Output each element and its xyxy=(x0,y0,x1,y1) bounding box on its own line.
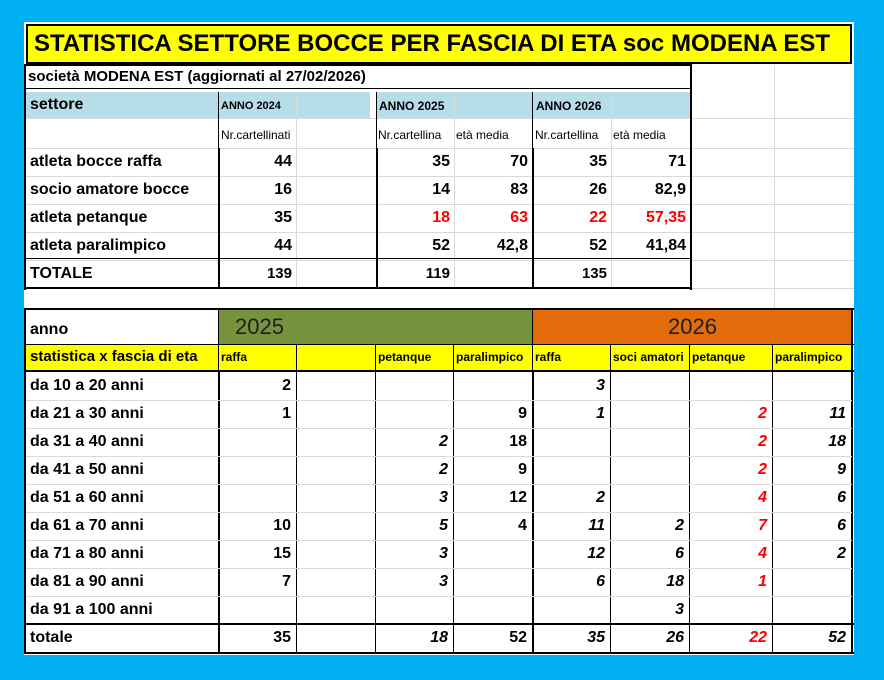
sector-header: settore xyxy=(26,92,218,118)
table-cell: 3 xyxy=(439,545,448,562)
column-header: soci amatori xyxy=(611,344,690,370)
column-header: paralimpico xyxy=(454,344,533,370)
age-range-label: da 91 a 100 anni xyxy=(30,601,153,618)
table-cell xyxy=(454,372,533,400)
table-cell xyxy=(611,484,690,512)
table-cell: 35 xyxy=(587,629,605,646)
table-cell: 4 xyxy=(518,517,527,534)
table-cell: 12 xyxy=(509,489,527,506)
age-range-label: da 71 a 80 anni xyxy=(30,545,144,562)
value-2026-count: 26 xyxy=(589,181,607,198)
table-cell xyxy=(533,428,611,456)
table-cell xyxy=(297,428,376,456)
column-header xyxy=(297,344,376,370)
table-cell: 52 xyxy=(828,629,846,646)
value-2026-count: 35 xyxy=(589,153,607,170)
table-cell: 2 xyxy=(675,517,684,534)
table-cell xyxy=(376,596,454,624)
table-cell xyxy=(533,596,611,624)
year-header-2024: ANNO 2024 xyxy=(221,100,281,112)
table-cell: 2 xyxy=(758,461,767,478)
page-title: STATISTICA SETTORE BOCCE PER FASCIA DI ETA soc MODENA EST xyxy=(26,24,852,64)
table-cell xyxy=(611,428,690,456)
table-cell: 5 xyxy=(439,517,448,534)
table-cell: 18 xyxy=(828,433,846,450)
table-cell: 6 xyxy=(837,517,846,534)
table-cell: 2 xyxy=(758,433,767,450)
table-cell xyxy=(690,372,773,400)
age-range-label: da 51 a 60 anni xyxy=(30,489,144,506)
subheader-2025-cards: Nr.cartellina xyxy=(378,128,442,142)
age-range-label: da 61 a 70 anni xyxy=(30,517,144,534)
subheader-2025-age: età media xyxy=(456,128,509,142)
value-2025-age: 42,8 xyxy=(496,237,528,254)
value-2025-count: 14 xyxy=(432,181,450,198)
row-label: atleta bocce raffa xyxy=(30,153,162,170)
table-cell: 1 xyxy=(282,405,291,422)
value-2024: 35 xyxy=(274,209,292,226)
total-label: TOTALE xyxy=(30,265,93,282)
table-cell xyxy=(611,400,690,428)
value-2026-age: 82,9 xyxy=(654,181,686,198)
total-2025: 119 xyxy=(425,265,450,282)
value-2025-age: 70 xyxy=(510,153,528,170)
year-2025-header: 2025 xyxy=(219,310,532,344)
table-cell: 1 xyxy=(596,405,605,422)
table-cell xyxy=(219,484,297,512)
row-label: atleta paralimpico xyxy=(30,237,167,254)
table-cell xyxy=(376,372,454,400)
table-cell: 22 xyxy=(749,629,767,646)
value-2025-count: 18 xyxy=(432,209,450,226)
value-2025-age: 63 xyxy=(510,209,528,226)
table-cell: 12 xyxy=(587,545,605,562)
table-cell: 6 xyxy=(837,489,846,506)
table-cell xyxy=(297,372,376,400)
table-cell: 1 xyxy=(758,573,767,590)
total-label: totale xyxy=(30,629,73,646)
year-header-2026: ANNO 2026 xyxy=(536,99,602,113)
age-range-label: da 41 a 50 anni xyxy=(30,461,144,478)
column-header: raffa xyxy=(533,344,611,370)
value-2026-age: 71 xyxy=(668,153,686,170)
table-cell: 10 xyxy=(273,517,291,534)
table-cell: 4 xyxy=(758,489,767,506)
table-cell: 2 xyxy=(282,377,291,394)
table-cell xyxy=(690,596,773,624)
age-range-label: da 31 a 40 anni xyxy=(30,433,144,450)
table-cell xyxy=(219,456,297,484)
total-2024: 139 xyxy=(266,265,292,282)
value-2025-count: 35 xyxy=(432,153,450,170)
table-cell: 6 xyxy=(596,573,605,590)
table-cell xyxy=(297,568,376,596)
table-cell xyxy=(773,372,852,400)
table-cell: 2 xyxy=(758,405,767,422)
table-cell xyxy=(297,484,376,512)
table-cell xyxy=(297,456,376,484)
table-cell xyxy=(533,456,611,484)
age-range-label: da 10 a 20 anni xyxy=(30,377,144,394)
value-2024: 44 xyxy=(274,153,292,170)
table-cell: 9 xyxy=(518,461,527,478)
row-label: socio amatore bocce xyxy=(30,181,190,198)
value-2024: 44 xyxy=(274,237,292,254)
value-2025-age: 83 xyxy=(510,181,528,198)
subheader-2026-age: età media xyxy=(613,128,666,142)
table-cell: 2 xyxy=(596,489,605,506)
table-cell: 52 xyxy=(509,629,527,646)
table-cell xyxy=(454,540,533,568)
subheader-2026-cards: Nr.cartellina xyxy=(535,128,599,142)
year-header-2025: ANNO 2025 xyxy=(379,99,445,113)
value-2026-age: 41,84 xyxy=(645,237,686,254)
table-cell xyxy=(297,540,376,568)
table-cell xyxy=(376,400,454,428)
column-header: paralimpico xyxy=(773,344,852,370)
table-cell: 7 xyxy=(758,517,767,534)
table-cell: 35 xyxy=(273,629,291,646)
table-cell: 18 xyxy=(430,629,448,646)
spreadsheet-sheet xyxy=(24,22,854,655)
value-2026-count: 22 xyxy=(589,209,607,226)
table-cell: 3 xyxy=(439,573,448,590)
table-cell xyxy=(219,428,297,456)
table-cell xyxy=(297,512,376,540)
table-cell: 15 xyxy=(273,545,291,562)
table-cell: 11 xyxy=(829,405,846,422)
year-2026-header: 2026 xyxy=(533,310,852,344)
table-cell xyxy=(297,596,376,624)
table-cell: 9 xyxy=(837,461,846,478)
table-cell: 9 xyxy=(518,405,527,422)
age-range-label: da 81 a 90 anni xyxy=(30,573,144,590)
table-cell: 3 xyxy=(596,377,605,394)
table-cell xyxy=(611,372,690,400)
value-2026-age: 57,35 xyxy=(645,209,686,226)
table-cell: 18 xyxy=(666,573,684,590)
table-cell xyxy=(454,568,533,596)
table-cell xyxy=(219,596,297,624)
age-range-label: da 21 a 30 anni xyxy=(30,405,144,422)
table-cell xyxy=(611,456,690,484)
total-2026: 135 xyxy=(581,265,607,282)
value-2024: 16 xyxy=(274,181,292,198)
table-cell: 3 xyxy=(439,489,448,506)
table-cell: 11 xyxy=(588,517,605,534)
anno-label: anno xyxy=(30,321,69,338)
table-cell: 2 xyxy=(837,545,846,562)
table-cell: 18 xyxy=(509,433,527,450)
age-range-header: statistica x fascia di eta xyxy=(26,344,219,370)
table-cell xyxy=(297,400,376,428)
row-label: atleta petanque xyxy=(30,209,148,226)
column-header: petanque xyxy=(376,344,454,370)
table-cell: 4 xyxy=(758,545,767,562)
subheader-2024-cards: Nr.cartellinati xyxy=(221,128,291,142)
table-cell xyxy=(773,568,852,596)
column-header: raffa xyxy=(219,344,297,370)
table-cell: 2 xyxy=(439,461,448,478)
table-cell xyxy=(297,624,376,652)
table-cell: 26 xyxy=(666,629,684,646)
table-cell xyxy=(773,596,852,624)
value-2025-count: 52 xyxy=(432,237,450,254)
table-cell: 2 xyxy=(439,433,448,450)
table-cell: 6 xyxy=(675,545,684,562)
subtitle: società MODENA EST (aggiornati al 27/02/2026) xyxy=(28,68,366,85)
value-2026-count: 52 xyxy=(589,237,607,254)
table-cell: 3 xyxy=(675,601,684,618)
table-cell: 7 xyxy=(282,573,291,590)
table-cell xyxy=(454,596,533,624)
column-header: petanque xyxy=(690,344,773,370)
